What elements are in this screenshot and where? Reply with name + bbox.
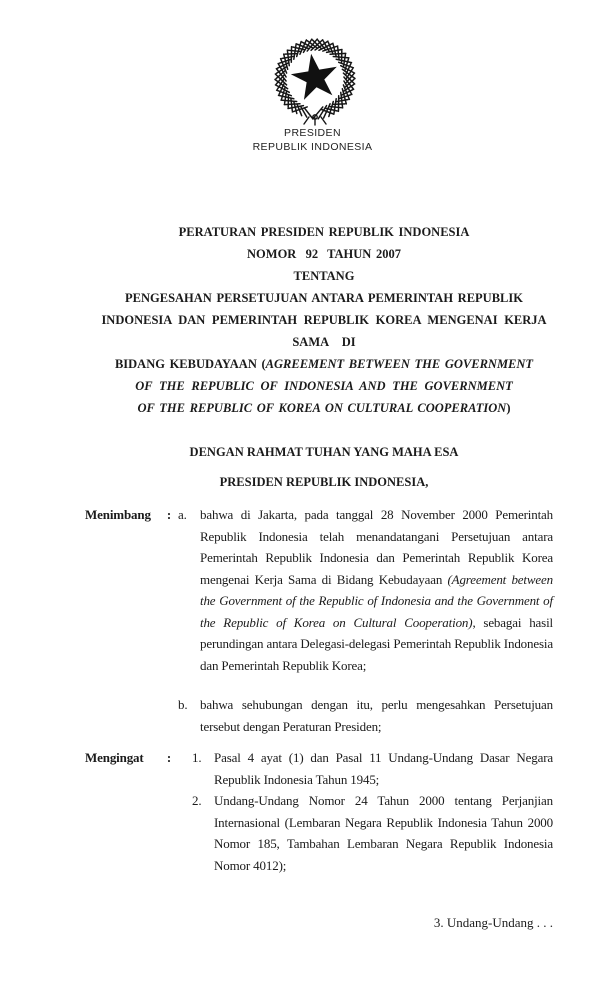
- page-catchword: 3. Undang-Undang . . .: [433, 915, 553, 930]
- letterhead: [13, 127, 612, 154]
- org-name-line1: PRESIDEN: [284, 127, 341, 139]
- list-item: [192, 747, 553, 790]
- title-subject-line2: INDONESIA DAN PEMERINTAH REPUBLIK KOREA MENGENAI KERJA: [101, 313, 547, 327]
- list-item: [178, 504, 553, 676]
- title-subject-line6-english: OF THE REPUBLIC OF KOREA ON CULTURAL COOPERATION: [137, 401, 507, 415]
- menimbang-items: [178, 504, 553, 737]
- list-item: [192, 790, 553, 876]
- mengingat-section: [85, 747, 553, 876]
- title-closing-paren: ): [506, 401, 511, 415]
- menimbang-section: [85, 504, 553, 737]
- item-marker: a.: [178, 507, 187, 522]
- menimbang-colon: :: [166, 507, 171, 522]
- title-subject-line4-english: AGREEMENT BETWEEN THE GOVERNMENT: [265, 357, 534, 371]
- star-icon: [291, 54, 337, 100]
- menimbang-label-text: Menimbang: [85, 507, 151, 522]
- document-body: [85, 504, 553, 876]
- authority-line: PRESIDEN REPUBLIK INDONESIA,: [219, 475, 429, 489]
- item-marker: 1.: [192, 750, 202, 765]
- regulation-title: [85, 221, 563, 419]
- invocation-line: DENGAN RAHMAT TUHAN YANG MAHA ESA: [189, 445, 459, 459]
- item-text: Undang-Undang Nomor 24 Tahun 2000 tentang Perjanjian Internasional (Lembaran Negara Republik Indonesia Tahun 2000 Nomor 185, Tambahan Lembaran Negara Republik Indonesia Nomor 4012);: [214, 793, 553, 873]
- item-a-text-normal: bahwa di Jakarta, pada tanggal 28 November 2000 Pemerintah Republik Indonesia telah menandatangani Persetujuan antara Pemerintah Republik Indonesia dan Pemerintah Republik Korea mengenai Kerja Sama di Bidang Kebudayaan: [200, 507, 553, 587]
- menimbang-label: [85, 504, 171, 526]
- title-subject-line5-english: OF THE REPUBLIC OF INDONESIA AND THE GOVERNMENT: [135, 379, 513, 393]
- item-marker: b.: [178, 697, 188, 712]
- item-a-text-tail: , sebagai hasil perundingan antara Delegasi-delegasi Pemerintah Republik Indonesia dan Pemerintah Republik Korea;: [200, 614, 553, 673]
- title-regulation-type: PERATURAN PRESIDEN REPUBLIK INDONESIA: [178, 225, 470, 239]
- org-name-line2: REPUBLIK INDONESIA: [252, 140, 373, 153]
- preamble: [85, 442, 563, 493]
- title-subject-line6: [85, 397, 563, 419]
- title-tentang: TENTANG: [293, 269, 355, 283]
- title-number-year: NOMOR 92 TAHUN 2007: [247, 247, 401, 261]
- item-text: Pasal 4 ayat (1) dan Pasal 11 Undang-Undang Dasar Negara Republik Indonesia Tahun 1945;: [214, 750, 553, 787]
- title-subject-line4-normal: BIDANG KEBUDAYAAN (: [114, 357, 266, 371]
- mengingat-items: [192, 747, 553, 876]
- title-subject-line3: SAMA DI: [292, 335, 356, 349]
- mengingat-label-text: Mengingat: [85, 750, 144, 765]
- item-a-text-italic: (Agreement between the Government of the Republic of Indonesia and the Government of the Republic of Korea on Cultural Cooperation): [200, 571, 553, 630]
- mengingat-colon: :: [166, 750, 171, 765]
- title-subject-line4: [85, 353, 563, 375]
- presidential-emblem: [270, 37, 360, 127]
- item-text: [200, 504, 553, 676]
- item-marker: 2.: [192, 793, 202, 808]
- mengingat-label: [85, 747, 171, 769]
- list-item: [178, 694, 553, 737]
- item-text: bahwa sehubungan dengan itu, perlu mengesahkan Persetujuan tersebut dengan Peraturan Presiden;: [200, 697, 553, 734]
- title-subject-line1: PENGESAHAN PERSETUJUAN ANTARA PEMERINTAH REPUBLIK: [125, 291, 523, 305]
